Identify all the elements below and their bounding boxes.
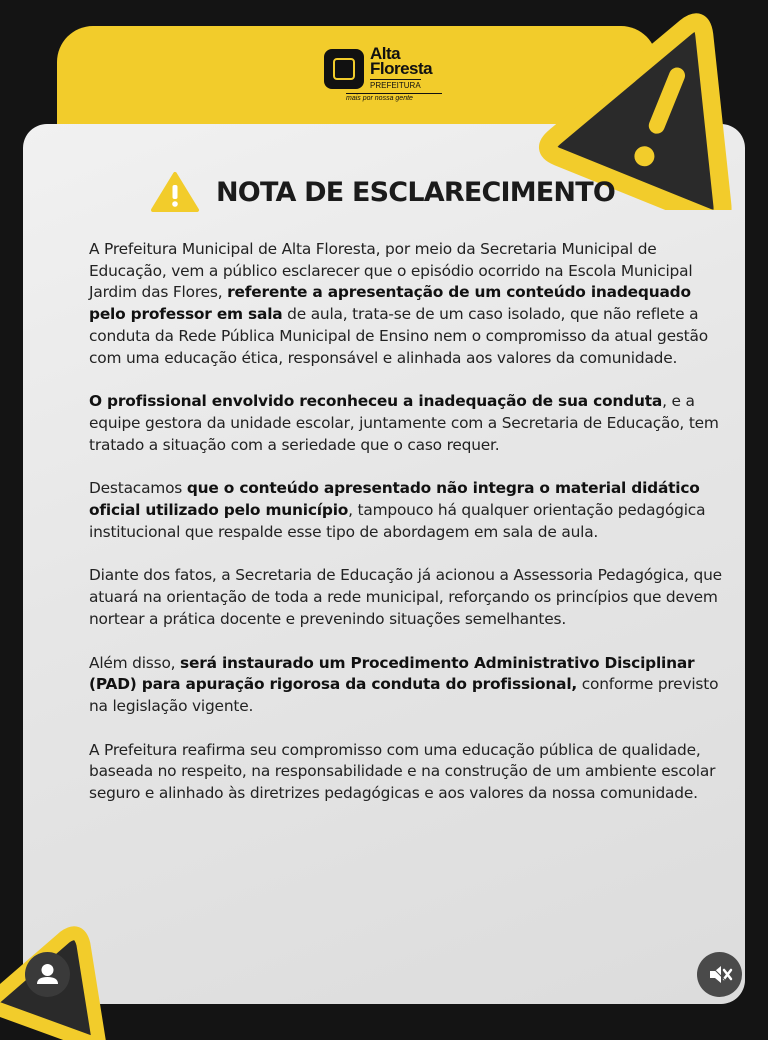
paragraph-2 <box>89 391 723 456</box>
title-row <box>150 170 615 214</box>
notice-body <box>89 239 723 827</box>
paragraph-highlight: referente a apresentação de um conteúdo inadequado pelo professor em sala <box>89 283 691 324</box>
paragraph-text: conforme previsto na legislação vigente. <box>89 675 719 715</box>
user-icon <box>25 952 70 997</box>
paragraph-6 <box>89 740 723 805</box>
warning-sign-corner-icon <box>0 920 140 1040</box>
page-title: NOTA DE ESCLARECIMENTO <box>216 176 616 208</box>
paragraph-text: , tampouco há qualquer orientação pedagógica institucional que respalde esse tipo de abordagem em sala de aula. <box>89 501 706 541</box>
paragraph-highlight: será instaurado um Procedimento Administrativo Disciplinar (PAD) para apuração rigorosa da conduta do profissional, <box>89 653 695 694</box>
city-logo <box>324 46 449 104</box>
paragraph-3 <box>89 478 723 543</box>
speaker-muted-icon <box>697 952 742 997</box>
profile-button[interactable] <box>25 952 70 997</box>
coat-of-arms-icon <box>324 49 364 89</box>
paragraph-text: A Prefeitura Municipal de Alta Floresta, por meio da Secretaria Municipal de Educação, vem a público esclarecer que o episódio ocorrido na Escola Municipal Jardim das Flores, <box>89 240 693 302</box>
paragraph-text: Além disso, <box>89 653 181 672</box>
paragraph-highlight: que o conteúdo apresentado não integra o material didático oficial utilizado pelo município <box>89 479 700 520</box>
paragraph-5 <box>89 653 723 718</box>
paragraph-4 <box>89 565 723 630</box>
mute-toggle-button[interactable] <box>697 952 742 997</box>
paragraph-text: de aula, trata-se de um caso isolado, que não reflete a conduta da Rede Pública Municipal de Ensino nem o compromisso da atual gestão com uma educação ética, responsável e alinhada aos valores da comunidade. <box>89 305 708 367</box>
warning-icon <box>150 171 200 213</box>
paragraph-1 <box>89 239 723 369</box>
paragraph-highlight: O profissional envolvido reconheceu a inadequação de sua conduta <box>89 392 663 411</box>
logo-name: Alta Floresta <box>370 44 433 78</box>
paragraph-text: A Prefeitura reafirma seu compromisso com uma educação pública de qualidade, baseada no respeito, na responsabilidade e na construção de um ambiente escolar seguro e alinhado às diretrizes pedagógicas e aos valores da nossa comunidade. <box>89 740 716 803</box>
paragraph-text: Destacamos <box>89 479 187 498</box>
paragraph-text: Diante dos fatos, a Secretaria de Educação já acionou a Assessoria Pedagógica, que atuará na orientação de toda a rede municipal, reforçando os princípios que devem nortear a prática docente e prevenindo situações semelhantes. <box>89 566 722 628</box>
logo-subtitle: PREFEITURA <box>370 81 421 90</box>
paragraph-text: , e a equipe gestora da unidade escolar, juntamente com a Secretaria de Educação, tem tratado a situação com a seriedade que o caso requer. <box>89 392 719 454</box>
logo-tagline: mais por nossa gente <box>346 93 442 102</box>
